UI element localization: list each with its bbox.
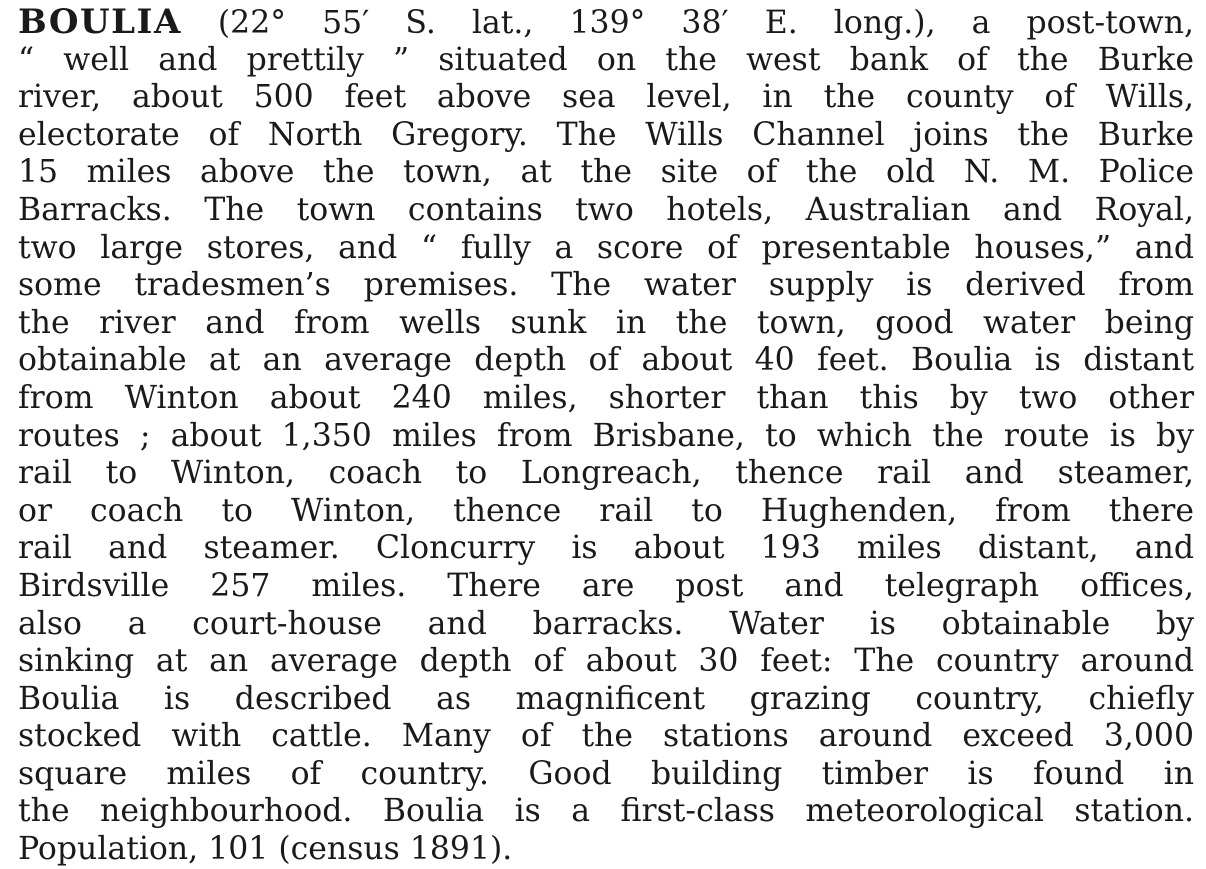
entry-line	[18, 4, 1194, 42]
entry-line: Barracks. The town contains two hotels, Australian and Royal,	[18, 191, 1194, 228]
entry-line: Birdsville 257 miles. There are post and telegraph offices,	[18, 567, 1194, 604]
entry-line: rail to Winton, coach to Longreach, thence rail and steamer,	[18, 455, 1194, 492]
entry-line: sinking at an average depth of about 30 feet: The country around	[18, 643, 1194, 680]
entry-line: Boulia is described as magnificent grazing country, chiefly	[18, 680, 1194, 717]
entry-line: “ well and prettily ” situated on the west bank of the Burke	[18, 41, 1194, 78]
entry-line: routes ; about 1,350 miles from Brisbane, to which the route is by	[18, 417, 1194, 454]
entry-line: the neighbourhood. Boulia is a first-class meteorological station.	[18, 793, 1194, 830]
entry-line: stocked with cattle. Many of the stations around exceed 3,000	[18, 718, 1194, 755]
entry-line: the river and from wells sunk in the town, good water being	[18, 304, 1194, 341]
entry-line: from Winton about 240 miles, shorter than this by two other	[18, 379, 1194, 416]
entry-line: or coach to Winton, thence rail to Hughenden, from there	[18, 492, 1194, 529]
entry-line: electorate of North Gregory. The Wills Channel joins the Burke	[18, 116, 1194, 153]
entry-line: two large stores, and “ fully a score of presentable houses,” and	[18, 229, 1194, 266]
entry-line: river, about 500 feet above sea level, in the county of Wills,	[18, 79, 1194, 116]
entry-line: obtainable at an average depth of about 40 feet. Boulia is distant	[18, 342, 1194, 379]
entry-line: square miles of country. Good building timber is found in	[18, 755, 1194, 792]
gazetteer-entry	[18, 4, 1194, 869]
entry-line-last: Population, 101 (census 1891).	[18, 831, 513, 868]
entry-line: 15 miles above the town, at the site of the old N. M. Police	[18, 154, 1194, 191]
entry-line-text: (22° 55′ S. lat., 139° 38′ E. long.), a post-town,	[181, 5, 1194, 41]
entry-line: rail and steamer. Cloncurry is about 193 miles distant, and	[18, 530, 1194, 567]
entry-headword: BOULIA	[18, 2, 182, 42]
entry-line: also a court-house and barracks. Water is obtainable by	[18, 605, 1194, 642]
entry-line: some tradesmen’s premises. The water supply is derived from	[18, 267, 1194, 304]
